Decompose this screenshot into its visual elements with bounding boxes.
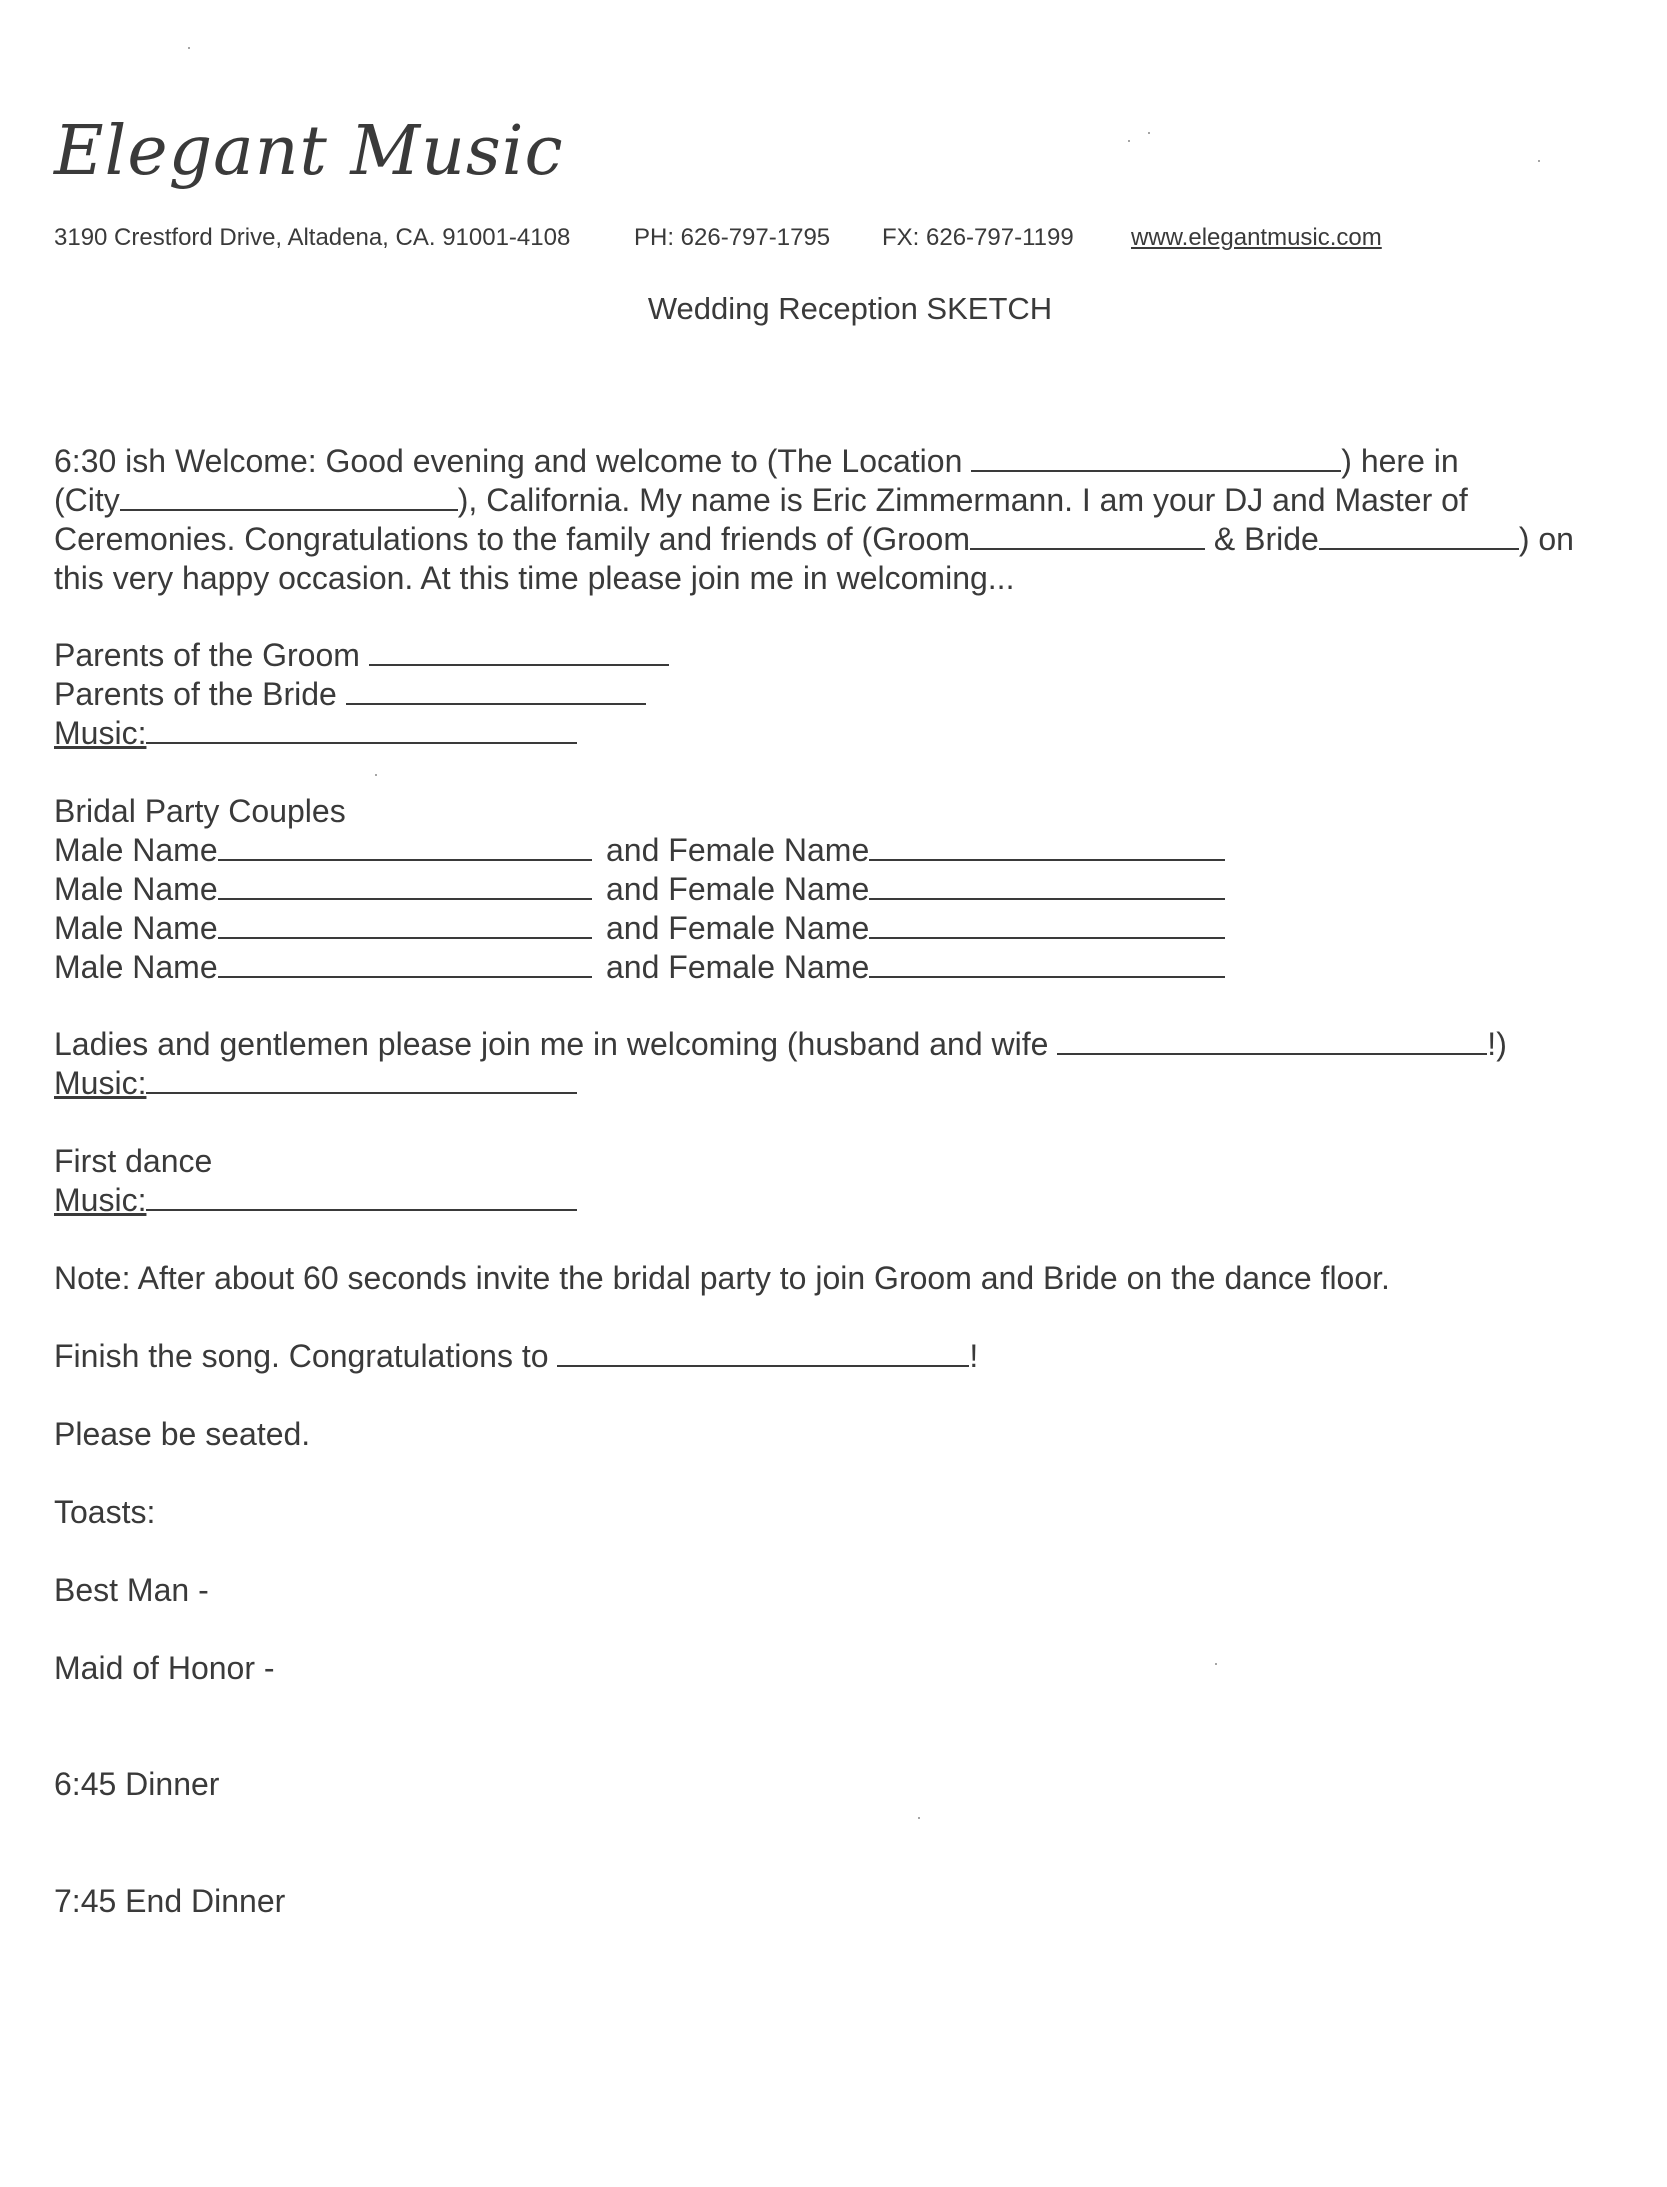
scan-speck	[375, 774, 377, 776]
maid-of-honor-toast: Maid of Honor -	[54, 1650, 275, 1686]
welcome-text-3: Ceremonies. Congratulations to the family and friends of (Groom	[54, 521, 970, 557]
parents-bride-label: Parents of the Bride	[54, 676, 346, 712]
welcome-text-1-end: ) here in	[1341, 443, 1459, 479]
note-text: Note: After about 60 seconds invite the bridal party to join Groom and Bride on the dance floor.	[54, 1260, 1390, 1296]
parents-music-line	[54, 714, 577, 752]
male-name-label: Male Name	[54, 832, 218, 868]
bridal-couple-female	[606, 948, 1225, 986]
finish-text: Finish the song. Congratulations to	[54, 1338, 558, 1374]
location-blank[interactable]	[971, 442, 1341, 472]
parents-bride-blank[interactable]	[346, 675, 646, 705]
toasts-heading: Toasts:	[54, 1494, 156, 1530]
bridal-couple-female	[606, 870, 1225, 908]
parents-bride-line	[54, 675, 646, 713]
first-dance-music-line	[54, 1181, 577, 1219]
finish-line	[54, 1337, 978, 1375]
scan-speck	[1148, 132, 1150, 134]
female-name-label: and Female Name	[606, 910, 870, 946]
end-dinner-time: 7:45 End Dinner	[54, 1883, 286, 1919]
page-title: Wedding Reception SKETCH	[647, 291, 1053, 326]
address: 3190 Crestford Drive, Altadena, CA. 91001-4108	[54, 224, 571, 251]
female-name-label: and Female Name	[606, 871, 870, 907]
groom-blank[interactable]	[970, 520, 1205, 550]
male-name-blank[interactable]	[218, 870, 592, 900]
scan-speck	[1215, 1663, 1217, 1665]
bridal-couple-row	[54, 948, 592, 986]
welcome-line-2	[54, 481, 1468, 519]
husband-wife-text: Ladies and gentlemen please join me in welcoming (husband and wife	[54, 1026, 1058, 1062]
welcome-text-2: (City	[54, 482, 120, 518]
parents-music-label: Music:	[54, 715, 147, 751]
bride-blank[interactable]	[1319, 520, 1519, 550]
first-dance-music-label: Music:	[54, 1182, 147, 1218]
parents-music-blank[interactable]	[146, 714, 577, 744]
welcome-text-2-end: ), California. My name is Eric Zimmermann. I am your DJ and Master of	[457, 482, 1468, 518]
husband-wife-music-label: Music:	[54, 1065, 147, 1101]
female-name-blank[interactable]	[869, 831, 1225, 861]
scan-speck	[188, 47, 190, 49]
female-name-blank[interactable]	[869, 948, 1225, 978]
female-name-blank[interactable]	[869, 870, 1225, 900]
fax: FX: 626-797-1199	[882, 224, 1074, 251]
welcome-line-4: this very happy occasion. At this time please join me in welcoming...	[54, 560, 1015, 596]
female-name-blank[interactable]	[869, 909, 1225, 939]
bridal-couple-row	[54, 831, 592, 869]
welcome-line-3	[54, 520, 1574, 558]
husband-wife-music-blank[interactable]	[146, 1064, 577, 1094]
scan-speck	[1538, 160, 1540, 162]
company-logo: Elegant Music	[54, 112, 564, 191]
scan-speck	[1128, 140, 1130, 142]
welcome-text-3-mid: & Bride	[1204, 521, 1319, 557]
male-name-blank[interactable]	[218, 909, 592, 939]
bridal-couple-female	[606, 831, 1225, 869]
website-link[interactable]: www.elegantmusic.com	[1131, 224, 1382, 251]
scan-speck	[918, 1817, 920, 1819]
finish-text-end: !	[969, 1338, 979, 1374]
bridal-couple-row	[54, 870, 592, 908]
parents-groom-line	[54, 636, 669, 674]
bridal-party-heading: Bridal Party Couples	[54, 793, 346, 829]
bridal-couple-row	[54, 909, 592, 947]
husband-wife-line	[54, 1025, 1507, 1063]
male-name-label: Male Name	[54, 871, 218, 907]
first-dance-music-blank[interactable]	[146, 1181, 577, 1211]
male-name-label: Male Name	[54, 949, 218, 985]
parents-groom-label: Parents of the Groom	[54, 637, 369, 673]
welcome-text-1: 6:30 ish Welcome: Good evening and welcome to (The Location	[54, 443, 972, 479]
male-name-label: Male Name	[54, 910, 218, 946]
please-be-seated: Please be seated.	[54, 1416, 311, 1452]
husband-wife-blank[interactable]	[1057, 1025, 1487, 1055]
male-name-blank[interactable]	[218, 831, 592, 861]
phone: PH: 626-797-1795	[634, 224, 831, 251]
husband-wife-text-end: !)	[1487, 1026, 1507, 1062]
parents-groom-blank[interactable]	[369, 636, 669, 666]
male-name-blank[interactable]	[218, 948, 592, 978]
welcome-line-1	[54, 442, 1459, 480]
welcome-text-3-end: ) on	[1518, 521, 1574, 557]
first-dance-heading: First dance	[54, 1143, 213, 1179]
female-name-label: and Female Name	[606, 949, 870, 985]
city-blank[interactable]	[120, 481, 458, 511]
bridal-couple-female	[606, 909, 1225, 947]
female-name-label: and Female Name	[606, 832, 870, 868]
husband-wife-music-line	[54, 1064, 577, 1102]
best-man-toast: Best Man -	[54, 1572, 209, 1608]
congratulations-blank[interactable]	[557, 1337, 969, 1367]
dinner-time: 6:45 Dinner	[54, 1766, 220, 1802]
